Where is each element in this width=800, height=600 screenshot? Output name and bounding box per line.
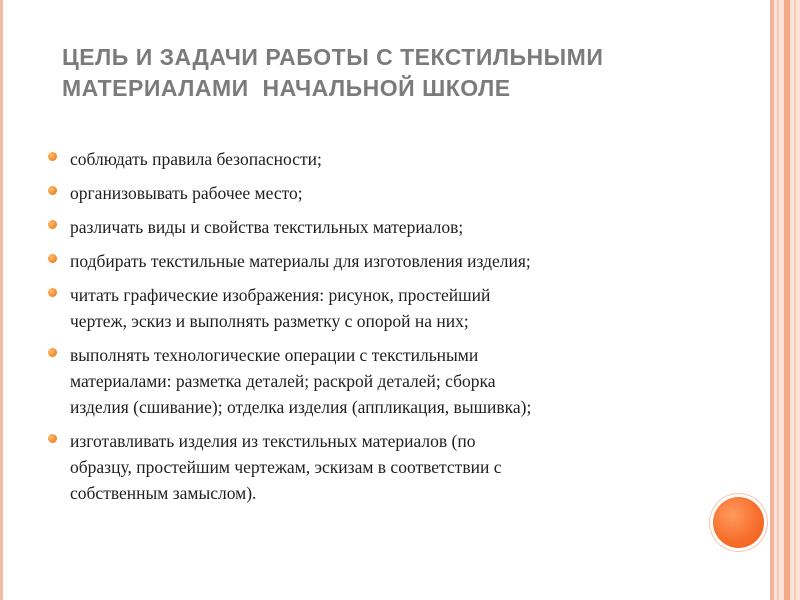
list-item-text: различать виды и свойства текстильных материалов;: [70, 217, 464, 237]
list-item: [48, 282, 708, 334]
stripe-line: [770, 0, 774, 600]
list-item-text: подбирать текстильные материалы для изготовления изделия;: [70, 251, 531, 271]
list-item-text: соблюдать правила безопасности;: [70, 149, 322, 169]
orange-dot-icon: [48, 288, 57, 297]
slide-title-line: МАТЕРИАЛАМИ НАЧАЛЬНОЙ ШКОЛЕ: [62, 75, 511, 101]
slide-title-line: ЦЕЛЬ И ЗАДАЧИ РАБОТЫ С ТЕКСТИЛЬНЫМИ: [62, 44, 604, 70]
list-item: [48, 428, 708, 506]
list-item: [48, 214, 708, 240]
orange-dot-icon: [48, 186, 57, 195]
orange-dot-icon: [48, 254, 57, 263]
stripe-line: [794, 0, 796, 600]
bullet-list: [48, 146, 708, 514]
stripe-line: [777, 0, 779, 600]
slide-title: [62, 42, 752, 104]
list-item-text: организовывать рабочее место;: [70, 183, 303, 203]
list-item: [48, 146, 708, 172]
orange-circle-icon: [713, 497, 764, 548]
orange-dot-icon: [48, 152, 57, 161]
orange-dot-icon: [48, 220, 57, 229]
list-item-text: читать графические изображения: рисунок, простейший чертеж, эскиз и выполнять разметку с опорой на них;: [70, 285, 491, 331]
orange-dot-icon: [48, 434, 57, 443]
list-item: [48, 180, 708, 206]
list-item-text: выполнять технологические операции с текстильными материалами: разметка деталей; раскрой деталей; сборка изделия (сшивание); отделка изделия (аппликация, вышивка);: [70, 345, 532, 417]
left-border-decoration: [0, 0, 3, 600]
list-item-text: изготавливать изделия из текстильных материалов (по образцу, простейшим чертежам, эскизам в соответствии с собственным замыслом).: [70, 431, 502, 503]
orange-dot-icon: [48, 348, 57, 357]
list-item: [48, 342, 708, 420]
stripe-line: [784, 0, 790, 600]
list-item: [48, 248, 708, 274]
